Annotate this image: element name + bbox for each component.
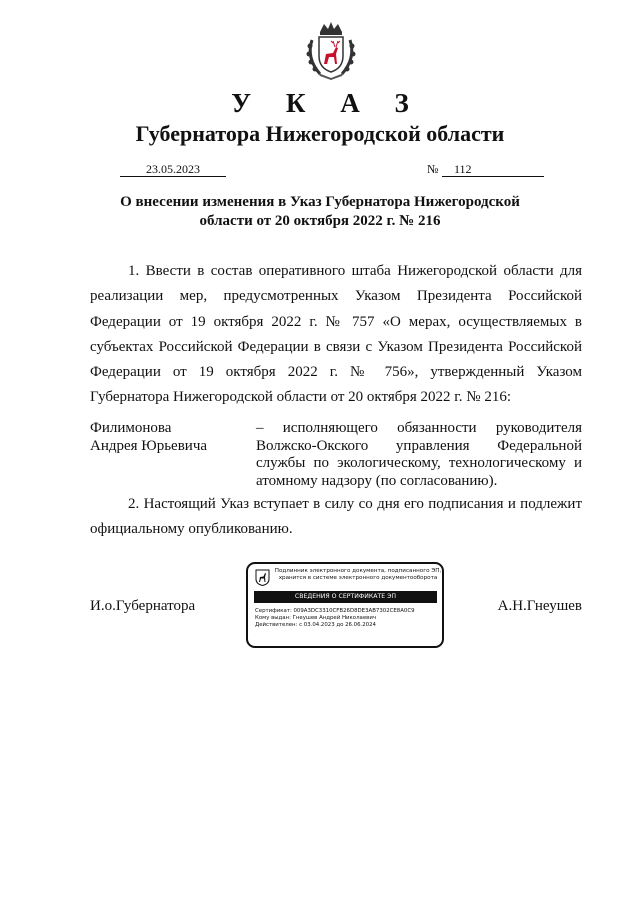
document-subtitle: Губернатора Нижегородской области [135, 121, 505, 146]
document-number-label: № [427, 162, 439, 176]
appointee-duty: – исполняющего обязанности руководителя Волжско-Окского управления Федеральной службы по экологическому, технологическому и атомному надзору (по согласованию). [256, 420, 582, 489]
electronic-signature-stamp [246, 562, 444, 648]
document-heading: О внесении изменения в Указ Губернатора Нижегородской области от 20 октября 2022 г. № 216 [120, 194, 520, 229]
appointee-name [90, 420, 240, 455]
paragraph-2: 2. Настоящий Указ вступает в силу со дня его подписания и подлежит официальному опубликованию. [90, 496, 582, 538]
signature-position: И.о.Губернатора [90, 598, 196, 614]
stamp-validity: Действителен: с 03.04.2023 до 26.06.2024 [255, 622, 376, 629]
document-title: У К А З [231, 88, 423, 118]
document-number: 112 [442, 162, 544, 177]
appointee-given-names: Андрея Юрьевича [90, 437, 208, 454]
paragraph-1: 1. Ввести в состав оперативного штаба Нижегородской области для реализации мер, предусмотренных Указом Президента Российской Федерации от 19 октября 2022 г. № 757 «О мерах, осуществляемых в субъектах Российской Федерации в связи с Указом Президента Российской Федерации от 19 октября 2022 г. № 756», утвержденный Указом Губернатора Нижегородской области от 20 октября 2022 г. № 216: [90, 263, 582, 406]
stamp-header-line-2: хранится в системе электронного документооборота [278, 575, 438, 581]
stamp-issued-to: Кому выдан: Гнеушев Андрей Николаевич [255, 615, 377, 622]
stamp-certificate-bar: СВЕДЕНИЯ О СЕРТИФИКАТЕ ЭП [254, 591, 437, 603]
stamp-header-line-1: Подлинник электронного документа, подписанного ЭП, [274, 568, 442, 574]
stamp-header [274, 568, 442, 582]
document-date: 23.05.2023 [120, 162, 226, 177]
stamp-certificate-number: Сертификат: 009A3DC3310CFB26D8DE3AB7302CE8A0C9 [255, 608, 415, 614]
coat-of-arms-icon [302, 20, 360, 80]
stamp-certificate-info [255, 608, 441, 630]
deer-shield-icon [255, 569, 270, 586]
signature-name: А.Н.Гнеушев [497, 598, 582, 614]
appointee-surname: Филимонова [90, 420, 172, 436]
